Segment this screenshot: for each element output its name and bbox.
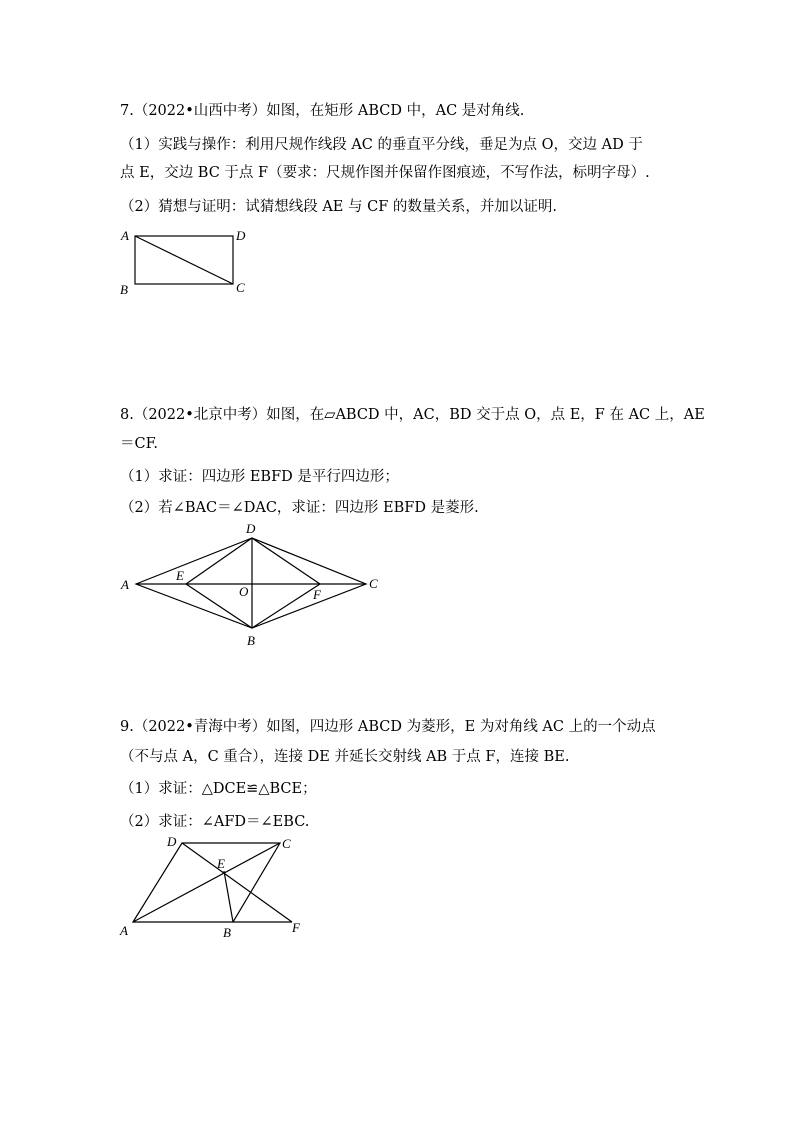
segment-df [182, 843, 292, 922]
problem-7-line-3: 点 E，交边 BC 于点 F（要求：尺规作图并保留作图痕迹，不写作法，标明字母）. [120, 165, 650, 181]
inner-quadrilateral-ebfd [186, 538, 320, 628]
problem-9-line-2: （不与点 A，C 重合），连接 DE 并延长交射线 AB 于点 F，连接 BE. [120, 749, 570, 765]
problem-8-line-1: 8.（2022•北京中考）如图，在▱ABCD 中，AC，BD 交于点 O，点 E，F 在 AC 上，AE [120, 407, 705, 423]
problem-9-line-3: （1）求证：△DCE≌△BCE； [120, 781, 317, 797]
label-a: A [121, 577, 129, 592]
label-e: E [176, 568, 184, 583]
label-f: F [292, 920, 300, 935]
problem-8-line-3: （1）求证：四边形 EBFD 是平行四边形； [120, 469, 399, 485]
label-a: A [120, 923, 128, 938]
label-f: F [313, 587, 321, 602]
label-c: C [282, 836, 291, 851]
diagonal-ac [133, 843, 280, 922]
label-b: B [223, 925, 231, 940]
label-d: D [236, 228, 246, 243]
label-d: D [246, 521, 256, 536]
label-c: C [236, 280, 245, 295]
problem-9-line-4: （2）求证：∠AFD＝∠EBC. [120, 814, 310, 830]
problem-9-line-1: 9.（2022•青海中考）如图，四边形 ABCD 为菱形，E 为对角线 AC 上的一个动点 [120, 719, 656, 735]
label-b: B [247, 633, 255, 648]
problem-7-line-4: （2）猜想与证明：试猜想线段 AE 与 CF 的数量关系，并加以证明. [120, 199, 557, 215]
figure-parallelogram-abcd [110, 518, 390, 648]
label-d: D [167, 834, 177, 849]
problem-7-line-1: 7.（2022•山西中考）如图，在矩形 ABCD 中，AC 是对角线. [120, 103, 525, 119]
problem-7-line-2: （1）实践与操作：利用尺规作线段 AC 的垂直平分线，垂足为点 O，交边 AD 于 [120, 137, 643, 153]
figure-rhombus-abcd [110, 830, 315, 942]
label-o: O [239, 584, 249, 599]
problem-8-line-2: ＝CF. [120, 436, 159, 452]
label-e: E [217, 856, 225, 871]
outer-quadrilateral-abcd [136, 538, 366, 628]
label-c: C [369, 576, 378, 591]
figure-rectangle-abcd [110, 225, 270, 305]
label-b: B [120, 282, 128, 297]
label-a: A [121, 228, 129, 243]
problem-8-line-4: （2）若∠BAC＝∠DAC，求证：四边形 EBFD 是菱形. [120, 500, 479, 516]
diagonal-ac [135, 236, 233, 284]
